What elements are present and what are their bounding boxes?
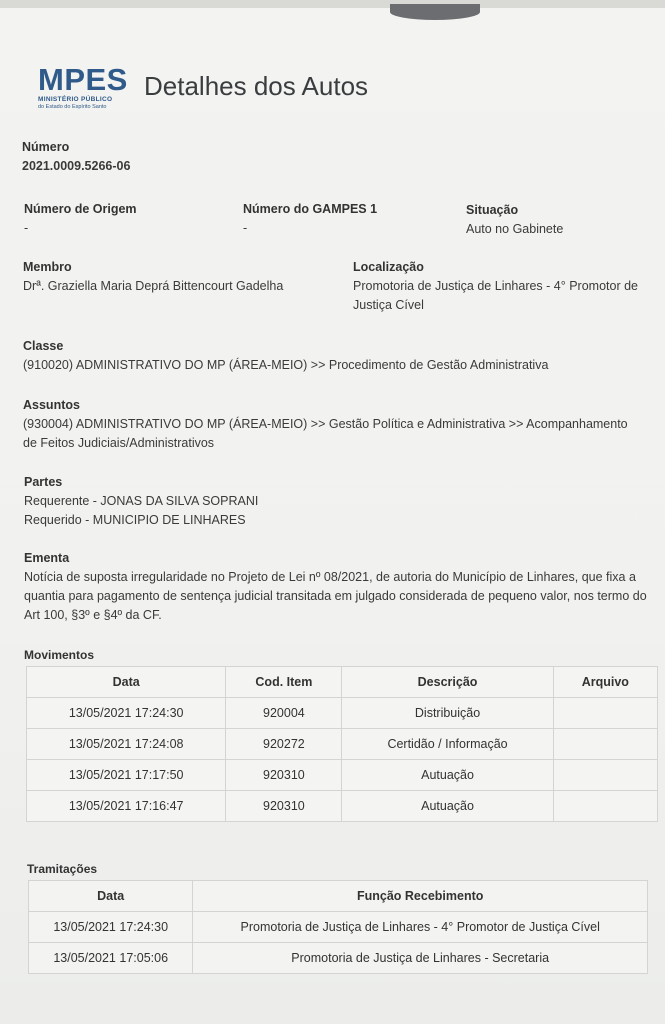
numero-origem-field xyxy=(24,200,137,238)
logo-tagline: do Estado do Espírito Santo xyxy=(38,104,107,110)
row-arquivo xyxy=(553,729,657,760)
numero-origem-label: Número de Origem xyxy=(24,202,137,216)
numero-label: Número xyxy=(22,140,70,154)
ementa-label: Ementa xyxy=(24,551,70,565)
row-data: 13/05/2021 17:17:50 xyxy=(27,760,226,791)
classe-value: (910020) ADMINISTRATIVO DO MP (ÁREA-MEIO) >> Procedimento de Gestão Administrativa xyxy=(23,358,549,372)
situacao-value: Auto no Gabinete xyxy=(466,222,564,236)
row-cod-item: 920272 xyxy=(226,729,342,760)
localizacao-value-line2: Justiça Cível xyxy=(353,298,424,312)
movimentos-table xyxy=(26,666,658,822)
col-arquivo-header: Arquivo xyxy=(553,667,657,698)
row-arquivo xyxy=(553,698,657,729)
row-cod-item: 920310 xyxy=(226,760,342,791)
row-funcao: Promotoria de Justiça de Linhares - 4° Promotor de Justiça Cível xyxy=(193,912,648,943)
assuntos-value-line1: (930004) ADMINISTRATIVO DO MP (ÁREA-MEIO) >> Gestão Política e Administrativa >> Acompanhamento xyxy=(23,417,628,431)
table-row xyxy=(29,943,648,974)
mpes-logo xyxy=(38,64,130,111)
localizacao-value-line1: Promotoria de Justiça de Linhares - 4° Promotor de xyxy=(353,279,638,293)
table-row xyxy=(27,760,658,791)
paper-clip-shadow xyxy=(390,4,480,20)
table-row xyxy=(27,729,658,760)
numero-gampes-field xyxy=(243,200,377,238)
logo-subtitle: MINISTÉRIO PÚBLICO xyxy=(38,96,113,103)
requerente-value: Requerente - JONAS DA SILVA SOPRANI xyxy=(24,494,259,508)
table-row xyxy=(27,791,658,822)
row-funcao: Promotoria de Justiça de Linhares - Secretaria xyxy=(193,943,648,974)
membro-field xyxy=(23,258,283,296)
assuntos-field xyxy=(23,396,628,453)
assuntos-value-line2: de Feitos Judiciais/Administrativos xyxy=(23,436,215,450)
classe-label: Classe xyxy=(23,339,64,353)
movimentos-title: Movimentos xyxy=(24,648,95,662)
localizacao-label: Localização xyxy=(353,260,424,274)
col-data-header: Data xyxy=(27,667,226,698)
ementa-field xyxy=(24,549,660,625)
col-data-header: Data xyxy=(29,881,193,912)
membro-value: Drª. Graziella Maria Deprá Bittencourt Gadelha xyxy=(23,279,284,293)
tramitacoes-title: Tramitações xyxy=(27,862,98,876)
localizacao-field xyxy=(353,258,638,315)
col-descricao-header: Descrição xyxy=(342,667,553,698)
membro-label: Membro xyxy=(23,260,72,274)
partes-label: Partes xyxy=(24,475,63,489)
row-data: 13/05/2021 17:24:30 xyxy=(29,912,193,943)
situacao-label: Situação xyxy=(466,203,519,217)
logo-wordmark: MPES xyxy=(38,62,128,97)
classe-field xyxy=(23,337,548,375)
table-row xyxy=(29,912,648,943)
row-data: 13/05/2021 17:24:08 xyxy=(27,729,226,760)
numero-gampes-label: Número do GAMPES 1 xyxy=(243,202,378,216)
row-descricao: Autuação xyxy=(342,791,553,822)
tramitacoes-table xyxy=(28,880,648,974)
ementa-value-line1: Notícia de suposta irregularidade no Projeto de Lei nº 08/2021, de autoria do Município de Linhares, que fixa a xyxy=(24,570,636,584)
partes-field xyxy=(24,473,258,530)
row-descricao: Autuação xyxy=(342,760,553,791)
ementa-value-line2: quantia para pagamento de sentença judicial transitada em julgado considerada de pequeno valor, nos termo do xyxy=(24,589,647,603)
row-data: 13/05/2021 17:05:06 xyxy=(29,943,193,974)
table-row xyxy=(27,698,658,729)
row-data: 13/05/2021 17:24:30 xyxy=(27,698,226,729)
numero-origem-value: - xyxy=(24,221,29,235)
col-cod-item-header: Cod. Item xyxy=(226,667,342,698)
tramitacoes-header-row xyxy=(29,881,648,912)
page-title: Detalhes dos Autos xyxy=(144,71,369,101)
situacao-field xyxy=(466,201,563,239)
row-cod-item: 920004 xyxy=(226,698,342,729)
ementa-value-line3: Art 100, §3º e §4º da CF. xyxy=(24,608,162,622)
page-header xyxy=(38,64,368,111)
row-cod-item: 920310 xyxy=(226,791,342,822)
numero-value: 2021.0009.5266-06 xyxy=(22,159,131,173)
numero-gampes-value: - xyxy=(243,221,248,235)
row-descricao: Distribuição xyxy=(342,698,553,729)
numero-field xyxy=(22,138,130,176)
assuntos-label: Assuntos xyxy=(23,398,80,412)
row-arquivo xyxy=(553,791,657,822)
col-funcao-header: Função Recebimento xyxy=(193,881,648,912)
movimentos-header-row xyxy=(27,667,658,698)
row-descricao: Certidão / Informação xyxy=(342,729,553,760)
row-data: 13/05/2021 17:16:47 xyxy=(27,791,226,822)
requerido-value: Requerido - MUNICIPIO DE LINHARES xyxy=(24,513,246,527)
row-arquivo xyxy=(553,760,657,791)
